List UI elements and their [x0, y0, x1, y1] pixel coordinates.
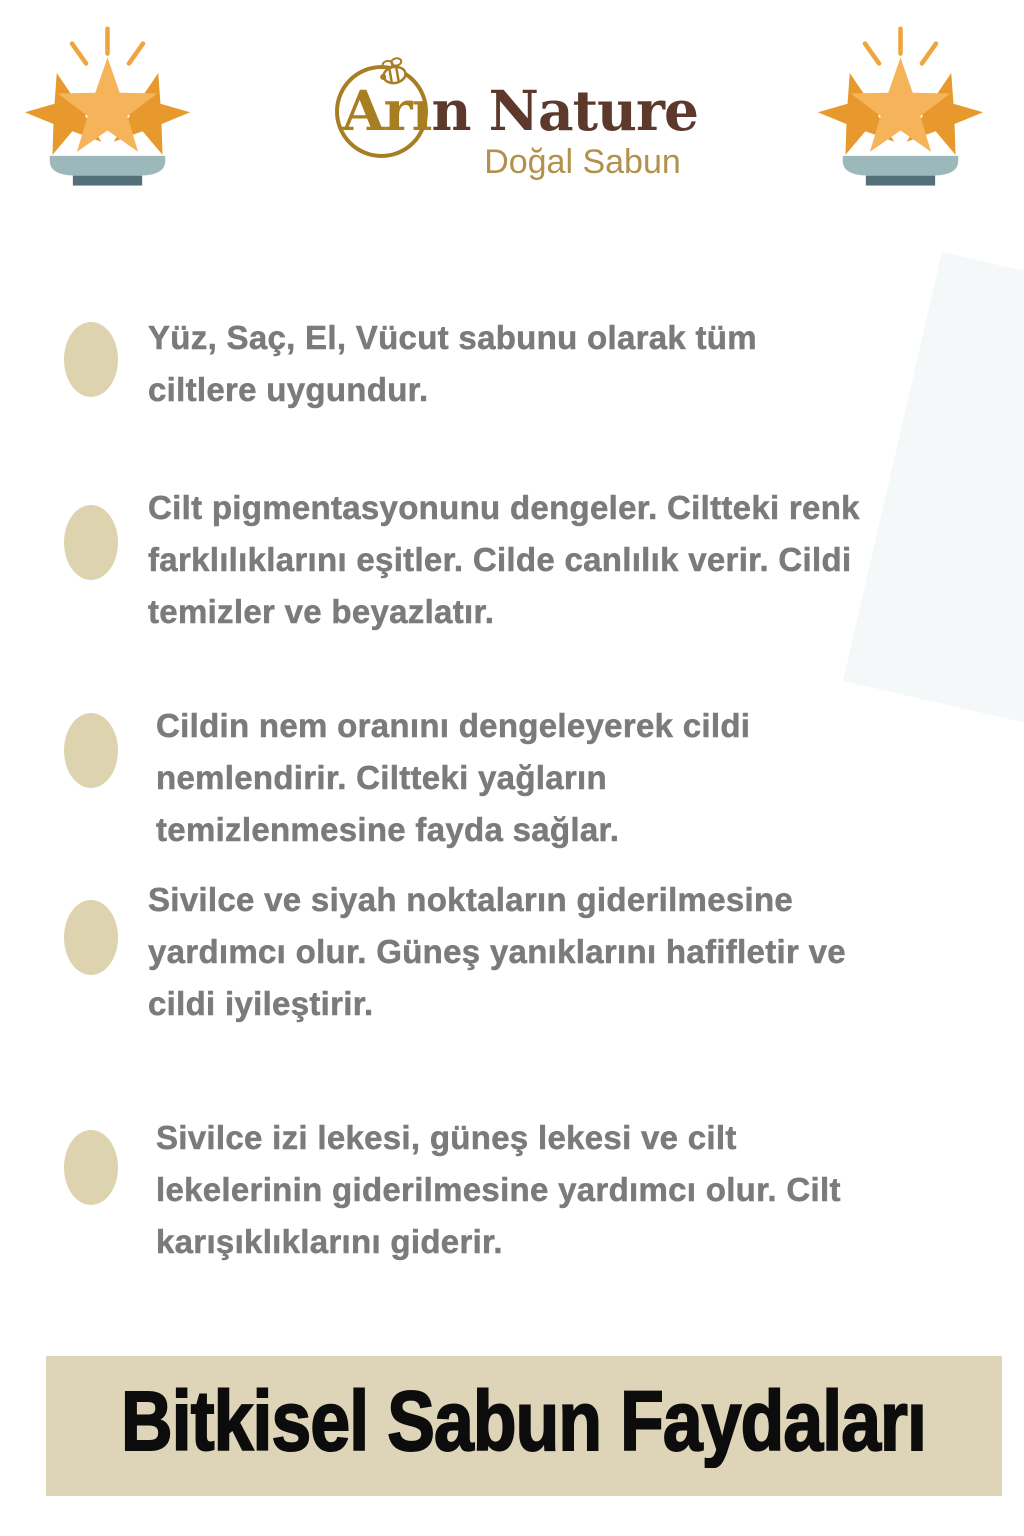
bullet-dot — [64, 505, 118, 580]
benefit-item — [64, 482, 860, 638]
benefit-line: ciltlere uygundur. — [148, 371, 429, 408]
bullet-dot — [64, 713, 118, 788]
benefit-line: Sivilce izi lekesi, güneş lekesi ve cilt — [156, 1119, 737, 1156]
benefit-line: Cilt pigmentasyonunu dengeler. Ciltteki renk — [148, 489, 860, 526]
bullet-dot — [64, 322, 118, 397]
benefit-line: temizlenmesine fayda sağlar. — [156, 811, 620, 848]
brand-tagline: Doğal Sabun — [484, 143, 681, 181]
benefit-item — [64, 874, 846, 1030]
benefit-line: Yüz, Saç, El, Vücut sabunu olarak tüm — [148, 319, 757, 356]
brand-name-gold: Arı — [342, 78, 432, 143]
benefit-text — [156, 700, 750, 856]
benefit-line: farklılıklarını eşitler. Cilde canlılık verir. Cildi — [148, 541, 852, 578]
background-paper-shape — [843, 252, 1024, 748]
benefit-text — [148, 482, 860, 638]
benefit-line: nemlendirir. Ciltteki yağların — [156, 759, 607, 796]
benefit-text — [156, 1112, 841, 1268]
brand-name — [342, 78, 698, 143]
benefit-line: temizler ve beyazlatır. — [148, 593, 495, 630]
benefit-line: karışıklıklarını giderir. — [156, 1223, 503, 1260]
brand-logo — [300, 55, 730, 185]
benefit-line: lekelerinin giderilmesine yardımcı olur. Cilt — [156, 1171, 841, 1208]
benefit-text — [148, 312, 757, 416]
benefit-item — [64, 312, 757, 416]
three-stars-award-icon — [818, 22, 983, 194]
bullet-dot — [64, 1130, 118, 1205]
benefit-line: yardımcı olur. Güneş yanıklarını hafifletir ve — [148, 933, 846, 970]
benefit-item — [64, 1112, 841, 1268]
benefit-item — [64, 700, 750, 856]
three-stars-award-icon — [25, 22, 190, 194]
benefit-line: Cildin nem oranını dengeleyerek cildi — [156, 707, 751, 744]
brand-name-brown: n Nature — [431, 78, 698, 143]
benefit-line: Sivilce ve siyah noktaların giderilmesine — [148, 881, 794, 918]
benefit-line: cildi iyileştirir. — [148, 985, 374, 1022]
page-title: Bitkisel Sabun Faydaları — [121, 1373, 927, 1468]
benefit-text — [148, 874, 846, 1030]
bullet-dot — [64, 900, 118, 975]
title-banner — [46, 1356, 1002, 1496]
